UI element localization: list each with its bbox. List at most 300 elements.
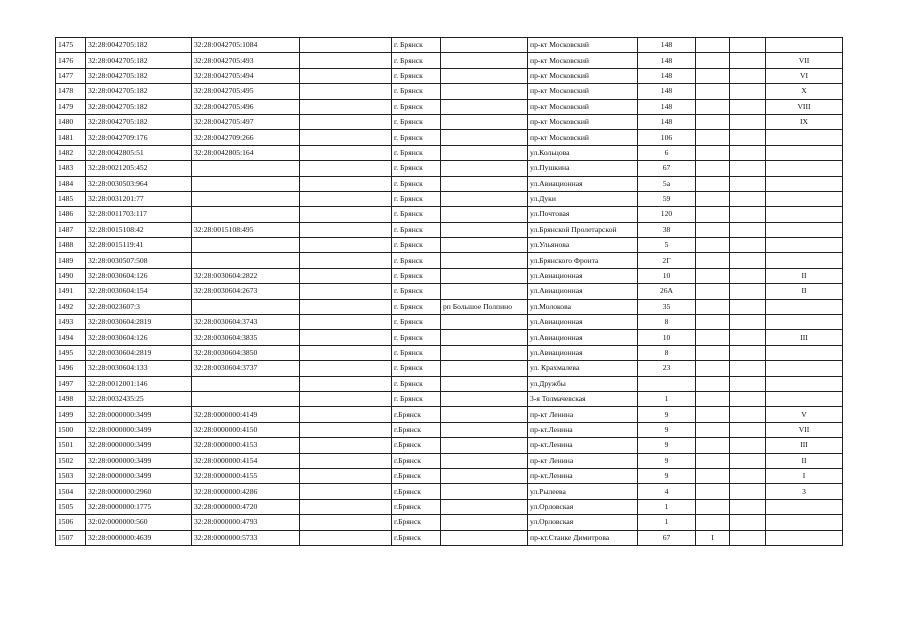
house-number-cell: 148 — [638, 114, 696, 129]
blank-cell — [300, 330, 392, 345]
blank-cell — [300, 114, 392, 129]
building-number-cell: 32:28:0015108:495 — [192, 222, 300, 237]
house-number-cell: 148 — [638, 99, 696, 114]
city-cell: г.Брянск — [392, 484, 441, 499]
extra-cell-a — [696, 407, 730, 422]
settlement-cell — [441, 68, 528, 83]
parcel-number-cell: 32:28:0015108:42 — [86, 222, 192, 237]
street-cell: ул.Брянского Фронта — [528, 253, 638, 268]
settlement-cell — [441, 453, 528, 468]
premises-cell — [766, 530, 843, 545]
street-cell: ул.Авиационная — [528, 176, 638, 191]
parcel-number-cell: 32:28:0042705:182 — [86, 84, 192, 99]
premises-cell: II — [766, 268, 843, 283]
blank-cell — [300, 407, 392, 422]
extra-cell-b — [730, 484, 766, 499]
settlement-cell — [441, 176, 528, 191]
house-number-cell: 59 — [638, 191, 696, 206]
settlement-cell — [441, 99, 528, 114]
premises-cell: II — [766, 284, 843, 299]
table-row — [56, 422, 843, 437]
settlement-cell — [441, 407, 528, 422]
cadastral-register-table — [55, 37, 843, 546]
extra-cell-a — [696, 499, 730, 514]
premises-cell: VII — [766, 422, 843, 437]
settlement-cell — [441, 114, 528, 129]
row-number-cell: 1485 — [56, 191, 86, 206]
table-row — [56, 84, 843, 99]
table-row — [56, 53, 843, 68]
extra-cell-b — [730, 38, 766, 53]
table-row — [56, 345, 843, 360]
settlement-cell — [441, 145, 528, 160]
parcel-number-cell: 32:28:0000000:3499 — [86, 407, 192, 422]
street-cell: пр-кт Московский — [528, 84, 638, 99]
blank-cell — [300, 422, 392, 437]
extra-cell-b — [730, 499, 766, 514]
street-cell: пр-кт.Станке Димитрова — [528, 530, 638, 545]
building-number-cell — [192, 161, 300, 176]
building-number-cell: 32:28:0042805:164 — [192, 145, 300, 160]
premises-cell: V — [766, 407, 843, 422]
table-row — [56, 268, 843, 283]
parcel-number-cell: 32:28:0042705:182 — [86, 99, 192, 114]
settlement-cell — [441, 53, 528, 68]
table-row — [56, 130, 843, 145]
building-number-cell: 32:28:0000000:4149 — [192, 407, 300, 422]
house-number-cell: 67 — [638, 161, 696, 176]
row-number-cell: 1498 — [56, 391, 86, 406]
extra-cell-a: I — [696, 530, 730, 545]
blank-cell — [300, 253, 392, 268]
row-number-cell: 1500 — [56, 422, 86, 437]
street-cell: ул.Почтовая — [528, 207, 638, 222]
row-number-cell: 1506 — [56, 515, 86, 530]
row-number-cell: 1495 — [56, 345, 86, 360]
city-cell: г.Брянск — [392, 468, 441, 483]
blank-cell — [300, 145, 392, 160]
settlement-cell — [441, 191, 528, 206]
street-cell: ул.Авиационная — [528, 315, 638, 330]
parcel-number-cell: 32:28:0032435:25 — [86, 391, 192, 406]
table-row — [56, 99, 843, 114]
house-number-cell: 148 — [638, 53, 696, 68]
settlement-cell — [441, 330, 528, 345]
blank-cell — [300, 238, 392, 253]
extra-cell-a — [696, 376, 730, 391]
row-number-cell: 1504 — [56, 484, 86, 499]
table-row — [56, 284, 843, 299]
extra-cell-b — [730, 253, 766, 268]
extra-cell-b — [730, 345, 766, 360]
street-cell: ул.Кольцова — [528, 145, 638, 160]
city-cell: г.Брянск — [392, 515, 441, 530]
premises-cell: VI — [766, 68, 843, 83]
premises-cell — [766, 191, 843, 206]
extra-cell-b — [730, 84, 766, 99]
settlement-cell — [441, 376, 528, 391]
premises-cell: II — [766, 453, 843, 468]
building-number-cell: 32:28:0042705:495 — [192, 84, 300, 99]
city-cell: г. Брянск — [392, 38, 441, 53]
table-row — [56, 484, 843, 499]
parcel-number-cell: 32:28:0030503:964 — [86, 176, 192, 191]
blank-cell — [300, 468, 392, 483]
settlement-cell — [441, 484, 528, 499]
extra-cell-a — [696, 391, 730, 406]
parcel-number-cell: 32:28:0042705:182 — [86, 53, 192, 68]
parcel-number-cell: 32:02:0000000:560 — [86, 515, 192, 530]
parcel-number-cell: 32:28:0030604:126 — [86, 268, 192, 283]
street-cell: ул.Молокова — [528, 299, 638, 314]
house-number-cell: 106 — [638, 130, 696, 145]
street-cell: пр-кт Московский — [528, 38, 638, 53]
parcel-number-cell: 32:28:0000000:3499 — [86, 438, 192, 453]
house-number-cell: 5 — [638, 238, 696, 253]
extra-cell-b — [730, 468, 766, 483]
extra-cell-a — [696, 191, 730, 206]
house-number-cell: 148 — [638, 38, 696, 53]
city-cell: г.Брянск — [392, 422, 441, 437]
building-number-cell: 32:28:0000000:4154 — [192, 453, 300, 468]
house-number-cell: 9 — [638, 468, 696, 483]
row-number-cell: 1493 — [56, 315, 86, 330]
city-cell: г. Брянск — [392, 284, 441, 299]
table-row — [56, 391, 843, 406]
extra-cell-a — [696, 53, 730, 68]
extra-cell-b — [730, 453, 766, 468]
street-cell: пр-кт Московский — [528, 53, 638, 68]
parcel-number-cell: 32:28:0011703:117 — [86, 207, 192, 222]
extra-cell-a — [696, 484, 730, 499]
extra-cell-b — [730, 315, 766, 330]
blank-cell — [300, 499, 392, 514]
table-row — [56, 315, 843, 330]
extra-cell-a — [696, 268, 730, 283]
street-cell: ул.Ульянова — [528, 238, 638, 253]
house-number-cell: 67 — [638, 530, 696, 545]
premises-cell: VII — [766, 53, 843, 68]
street-cell: ул. Крахмалева — [528, 361, 638, 376]
street-cell: пр-кт Ленина — [528, 407, 638, 422]
settlement-cell — [441, 284, 528, 299]
city-cell: г. Брянск — [392, 161, 441, 176]
settlement-cell — [441, 438, 528, 453]
row-number-cell: 1501 — [56, 438, 86, 453]
extra-cell-a — [696, 453, 730, 468]
building-number-cell: 32:28:0000000:5733 — [192, 530, 300, 545]
house-number-cell: 148 — [638, 84, 696, 99]
city-cell: г. Брянск — [392, 207, 441, 222]
building-number-cell: 32:28:0042705:497 — [192, 114, 300, 129]
street-cell: ул.Орловская — [528, 515, 638, 530]
building-number-cell: 32:28:0030604:3743 — [192, 315, 300, 330]
settlement-cell — [441, 391, 528, 406]
building-number-cell: 32:28:0042705:1084 — [192, 38, 300, 53]
premises-cell — [766, 299, 843, 314]
building-number-cell: 32:28:0042709:266 — [192, 130, 300, 145]
row-number-cell: 1505 — [56, 499, 86, 514]
row-number-cell: 1481 — [56, 130, 86, 145]
city-cell: г. Брянск — [392, 222, 441, 237]
extra-cell-b — [730, 391, 766, 406]
settlement-cell — [441, 345, 528, 360]
house-number-cell: 148 — [638, 68, 696, 83]
street-cell: пр-кт.Ленина — [528, 438, 638, 453]
blank-cell — [300, 284, 392, 299]
row-number-cell: 1499 — [56, 407, 86, 422]
premises-cell — [766, 176, 843, 191]
blank-cell — [300, 207, 392, 222]
blank-cell — [300, 361, 392, 376]
extra-cell-a — [696, 38, 730, 53]
extra-cell-b — [730, 330, 766, 345]
row-number-cell: 1497 — [56, 376, 86, 391]
row-number-cell: 1488 — [56, 238, 86, 253]
extra-cell-a — [696, 222, 730, 237]
premises-cell: III — [766, 330, 843, 345]
house-number-cell: 120 — [638, 207, 696, 222]
blank-cell — [300, 315, 392, 330]
premises-cell — [766, 238, 843, 253]
extra-cell-b — [730, 238, 766, 253]
blank-cell — [300, 391, 392, 406]
extra-cell-a — [696, 422, 730, 437]
extra-cell-a — [696, 330, 730, 345]
table-row — [56, 530, 843, 545]
table-row — [56, 253, 843, 268]
house-number-cell: 26А — [638, 284, 696, 299]
table-row — [56, 191, 843, 206]
house-number-cell: 1 — [638, 391, 696, 406]
row-number-cell: 1484 — [56, 176, 86, 191]
house-number-cell: 2Г — [638, 253, 696, 268]
row-number-cell: 1491 — [56, 284, 86, 299]
row-number-cell: 1494 — [56, 330, 86, 345]
city-cell: г. Брянск — [392, 361, 441, 376]
parcel-number-cell: 32:28:0030604:126 — [86, 330, 192, 345]
row-number-cell: 1476 — [56, 53, 86, 68]
blank-cell — [300, 84, 392, 99]
row-number-cell: 1492 — [56, 299, 86, 314]
building-number-cell: 32:28:0000000:4155 — [192, 468, 300, 483]
building-number-cell: 32:28:0042705:494 — [192, 68, 300, 83]
blank-cell — [300, 345, 392, 360]
table-row — [56, 438, 843, 453]
table-row — [56, 299, 843, 314]
row-number-cell: 1507 — [56, 530, 86, 545]
street-cell: пр-кт Московский — [528, 68, 638, 83]
house-number-cell: 9 — [638, 422, 696, 437]
premises-cell: X — [766, 84, 843, 99]
city-cell: г.Брянск — [392, 438, 441, 453]
premises-cell: I — [766, 468, 843, 483]
extra-cell-a — [696, 238, 730, 253]
city-cell: г.Брянск — [392, 530, 441, 545]
house-number-cell: 38 — [638, 222, 696, 237]
parcel-number-cell: 32:28:0000000:4639 — [86, 530, 192, 545]
settlement-cell — [441, 238, 528, 253]
row-number-cell: 1482 — [56, 145, 86, 160]
row-number-cell: 1475 — [56, 38, 86, 53]
street-cell: ул.Дуки — [528, 191, 638, 206]
house-number-cell: 4 — [638, 484, 696, 499]
table-row — [56, 145, 843, 160]
street-cell: пр-кт.Ленина — [528, 468, 638, 483]
extra-cell-b — [730, 222, 766, 237]
city-cell: г. Брянск — [392, 145, 441, 160]
settlement-cell — [441, 268, 528, 283]
house-number-cell: 10 — [638, 268, 696, 283]
extra-cell-a — [696, 299, 730, 314]
blank-cell — [300, 68, 392, 83]
blank-cell — [300, 299, 392, 314]
parcel-number-cell: 32:28:0023607:3 — [86, 299, 192, 314]
row-number-cell: 1487 — [56, 222, 86, 237]
house-number-cell: 8 — [638, 345, 696, 360]
building-number-cell: 32:28:0000000:4153 — [192, 438, 300, 453]
street-cell: 3-я Толмачевская — [528, 391, 638, 406]
premises-cell — [766, 499, 843, 514]
parcel-number-cell: 32:28:0000000:1775 — [86, 499, 192, 514]
street-cell: ул.Орловская — [528, 499, 638, 514]
building-number-cell: 32:28:0030604:3737 — [192, 361, 300, 376]
parcel-number-cell: 32:28:0030604:133 — [86, 361, 192, 376]
table-row — [56, 515, 843, 530]
extra-cell-a — [696, 515, 730, 530]
parcel-number-cell: 32:28:0031201:77 — [86, 191, 192, 206]
parcel-number-cell: 32:28:0030604:2819 — [86, 345, 192, 360]
settlement-cell — [441, 361, 528, 376]
row-number-cell: 1477 — [56, 68, 86, 83]
extra-cell-a — [696, 253, 730, 268]
house-number-cell: 9 — [638, 453, 696, 468]
extra-cell-b — [730, 284, 766, 299]
extra-cell-b — [730, 299, 766, 314]
premises-cell — [766, 361, 843, 376]
house-number-cell: 1 — [638, 499, 696, 514]
row-number-cell: 1479 — [56, 99, 86, 114]
building-number-cell — [192, 176, 300, 191]
building-number-cell: 32:28:0030604:2673 — [192, 284, 300, 299]
building-number-cell: 32:28:0000000:4286 — [192, 484, 300, 499]
building-number-cell: 32:28:0042705:496 — [192, 99, 300, 114]
settlement-cell — [441, 422, 528, 437]
table-row — [56, 38, 843, 53]
extra-cell-a — [696, 284, 730, 299]
extra-cell-b — [730, 161, 766, 176]
street-cell: ул.Дружбы — [528, 376, 638, 391]
city-cell: г. Брянск — [392, 330, 441, 345]
city-cell: г. Брянск — [392, 53, 441, 68]
extra-cell-b — [730, 114, 766, 129]
blank-cell — [300, 484, 392, 499]
blank-cell — [300, 99, 392, 114]
street-cell: пр-кт Ленина — [528, 453, 638, 468]
building-number-cell — [192, 253, 300, 268]
street-cell: ул.Авиационная — [528, 284, 638, 299]
parcel-number-cell: 32:28:0000000:2960 — [86, 484, 192, 499]
blank-cell — [300, 376, 392, 391]
city-cell: г. Брянск — [392, 68, 441, 83]
table-row — [56, 176, 843, 191]
street-cell: ул.Авиационная — [528, 330, 638, 345]
blank-cell — [300, 161, 392, 176]
city-cell: г. Брянск — [392, 315, 441, 330]
street-cell: ул.Брянской Пролетарской — [528, 222, 638, 237]
building-number-cell — [192, 299, 300, 314]
table-row — [56, 222, 843, 237]
premises-cell: 3 — [766, 484, 843, 499]
street-cell: ул.Пушкина — [528, 161, 638, 176]
table-body — [56, 38, 843, 546]
settlement-cell — [441, 84, 528, 99]
extra-cell-b — [730, 207, 766, 222]
extra-cell-a — [696, 438, 730, 453]
parcel-number-cell: 32:28:0030604:154 — [86, 284, 192, 299]
extra-cell-a — [696, 68, 730, 83]
premises-cell — [766, 222, 843, 237]
parcel-number-cell: 32:28:0021205:452 — [86, 161, 192, 176]
extra-cell-b — [730, 515, 766, 530]
building-number-cell — [192, 238, 300, 253]
extra-cell-b — [730, 145, 766, 160]
premises-cell — [766, 207, 843, 222]
parcel-number-cell: 32:28:0000000:3499 — [86, 453, 192, 468]
table-row — [56, 453, 843, 468]
house-number-cell: 10 — [638, 330, 696, 345]
premises-cell: IX — [766, 114, 843, 129]
house-number-cell: 9 — [638, 407, 696, 422]
settlement-cell — [441, 161, 528, 176]
blank-cell — [300, 53, 392, 68]
building-number-cell: 32:28:0030604:2822 — [192, 268, 300, 283]
extra-cell-b — [730, 176, 766, 191]
settlement-cell — [441, 38, 528, 53]
premises-cell — [766, 376, 843, 391]
parcel-number-cell: 32:28:0042705:182 — [86, 38, 192, 53]
settlement-cell — [441, 130, 528, 145]
table-row — [56, 330, 843, 345]
house-number-cell: 5а — [638, 176, 696, 191]
city-cell: г. Брянск — [392, 376, 441, 391]
extra-cell-a — [696, 207, 730, 222]
house-number-cell: 1 — [638, 515, 696, 530]
city-cell: г. Брянск — [392, 238, 441, 253]
building-number-cell — [192, 207, 300, 222]
city-cell: г. Брянск — [392, 99, 441, 114]
street-cell: пр-кт.Ленина — [528, 422, 638, 437]
city-cell: г. Брянск — [392, 191, 441, 206]
extra-cell-a — [696, 176, 730, 191]
parcel-number-cell: 32:28:0030507:508 — [86, 253, 192, 268]
blank-cell — [300, 453, 392, 468]
settlement-cell — [441, 515, 528, 530]
table-row — [56, 238, 843, 253]
building-number-cell: 32:28:0000000:4150 — [192, 422, 300, 437]
settlement-cell — [441, 253, 528, 268]
blank-cell — [300, 222, 392, 237]
table-row — [56, 161, 843, 176]
settlement-cell — [441, 207, 528, 222]
parcel-number-cell: 32:28:0000000:3499 — [86, 468, 192, 483]
parcel-number-cell: 32:28:0015119:41 — [86, 238, 192, 253]
building-number-cell: 32:28:0000000:4793 — [192, 515, 300, 530]
house-number-cell: 35 — [638, 299, 696, 314]
building-number-cell: 32:28:0030604:3835 — [192, 330, 300, 345]
settlement-cell — [441, 222, 528, 237]
city-cell: г.Брянск — [392, 499, 441, 514]
